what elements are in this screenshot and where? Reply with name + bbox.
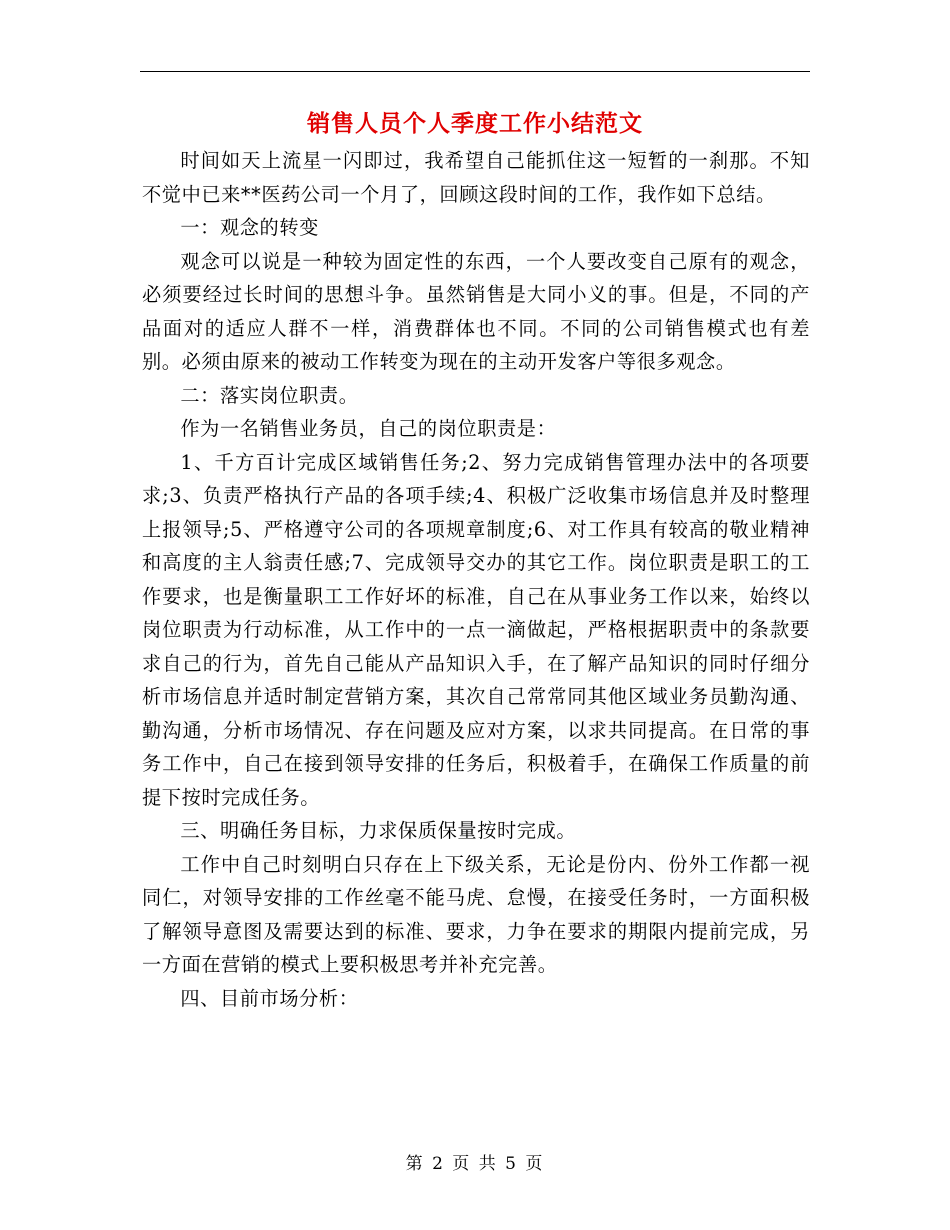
section-heading-1: 一：观念的转变: [180, 216, 319, 239]
document-body: [142, 144, 810, 1015]
paragraph-duties: 1、千方百计完成区域销售任务;2、努力完成销售管理办法中的各项要求;3、负责严格执行产品的各项手续;4、积极广泛收集市场信息并及时整理上报领导;5、严格遵守公司的各项规章制度;6、对工作具有较高的敬业精神和高度的主人翁责任感;7、完成领导交办的其它工作。岗位职责是职工的工作要求，也是衡量职工工作好坏的标准，自己在从事业务工作以来，始终以岗位职责为行动标准，从工作中的一点一滴做起，严格根据职责中的条款要求自己的行为，首先自己能从产品知识入手，在了解产品知识的同时仔细分析市场信息并适时制定营销方案，其次自己常常同其他区域业务员勤沟通、勤沟通，分析市场情况、存在问题及应对方案，以求共同提高。在日常的事务工作中，自己在接到领导安排的任务后，积极着手，在确保工作质量的前提下按时完成任务。: [142, 450, 810, 809]
page-number-footer: 第 2 页 共 5 页: [405, 1154, 545, 1174]
paragraph-concept: 观念可以说是一种较为固定性的东西，一个人要改变自己原有的观念，必须要经过长时间的思想斗争。虽然销售是大同小义的事。但是，不同的产品面对的适应人群不一样，消费群体也不同。不同的公司销售模式也有差别。必须由原来的被动工作转变为现在的主动开发客户等很多观念。: [142, 249, 810, 373]
paragraph-duty-lead: 作为一名销售业务员，自己的岗位职责是：: [180, 417, 557, 440]
paragraph-intro: 时间如天上流星一闪即过，我希望自己能抓住这一短暂的一刹那。不知不觉中已来**医药公司一个月了，回顾这段时间的工作，我作如下总结。: [142, 149, 810, 206]
section-heading-4: 四、目前市场分析：: [180, 986, 359, 1010]
paragraph-targets: 工作中自己时刻明白只存在上下级关系，无论是份内、份外工作都一视同仁，对领导安排的工作丝毫不能马虎、怠慢，在接受任务时，一方面积极了解领导意图及需要达到的标准、要求，力争在要求的期限内提前完成，另一方面在营销的模式上要积极思考并补充完善。: [142, 852, 810, 976]
document-title: 销售人员个人季度工作小结范文: [307, 110, 643, 137]
header-rule: [140, 71, 810, 72]
section-heading-2: 二：落实岗位职责。: [180, 383, 359, 407]
section-heading-3: 三、明确任务目标，力求保质保量按时完成。: [180, 819, 577, 842]
